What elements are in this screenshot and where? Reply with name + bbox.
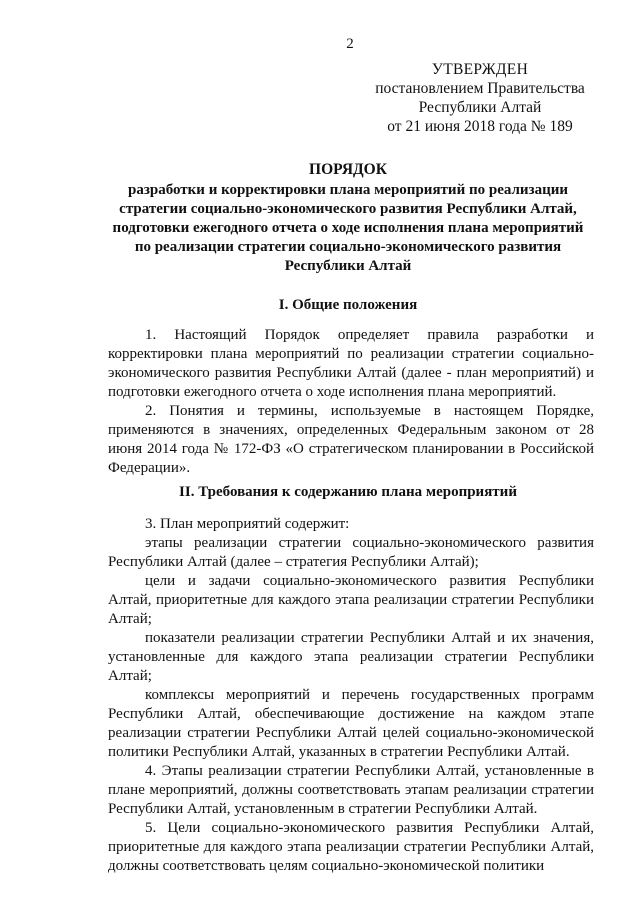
paragraph: 5. Цели социально-экономического развития Республики Алтай, приоритетные для каждого этапа реализации стратегии Республики Алтай, должны соответствовать целям социально-экономической политики [108,820,594,874]
title-line: по реализации стратегии социально-экономического развития [134,239,562,255]
section-heading-requirements: II. Требования к содержанию плана мероприятий [179,484,517,500]
title-line: Республики Алтай [284,258,412,274]
paragraph: цели и задачи социально-экономического развития Республики Алтай, приоритетные для каждого этапа реализации стратегии Республики Алтай; [108,573,594,627]
paragraph: 4. Этапы реализации стратегии Республики Алтай, установленные в плане мероприятий, должны соответствовать этапам реализации стратегии Республики Алтай, установленным в стратегии Республики Алтай. [108,763,594,817]
paragraph: комплексы мероприятий и перечень государственных программ Республики Алтай, обеспечивающие достижение на каждом этапе реализации стратегии Республики Алтай целей социально-экономической политики Республики Алтай, указанных в стратегии Республики Алтай. [108,687,594,760]
section-general-body [108,326,594,478]
title-line: разработки и корректировки плана мероприятий по реализации [127,182,568,198]
title-line: подготовки ежегодного отчета о ходе исполнения плана мероприятий [112,220,584,236]
section-heading-general: I. Общие положения [278,297,418,313]
page-number: 2 [346,36,354,52]
approval-line-decree: постановлением Правительства [375,80,585,97]
document-title [108,160,588,276]
approval-stamp [370,60,590,136]
section-requirements-body [108,515,594,876]
paragraph: 2. Понятия и термины, используемые в настоящем Порядке, применяются в значениях, определенных Федеральным законом от 28 июня 2014 года № 172-ФЗ «О стратегическом планировании в Российской Федерации». [108,403,594,476]
paragraph: этапы реализации стратегии социально-экономического развития Республики Алтай (далее – стратегия Республики Алтай); [108,535,594,570]
paragraph: показатели реализации стратегии Республики Алтай и их значения, установленные для каждого этапа реализации стратегии Республики Алтай; [108,630,594,684]
approval-line-republic: Республики Алтай [418,99,542,116]
approval-title: УТВЕРЖДЕН [431,61,529,78]
paragraph: 1. Настоящий Порядок определяет правила разработки и корректировки плана мероприятий по реализации стратегии социально-экономического развития Республики Алтай (далее - план мероприятий) и подготовки ежегодного отчета о ходе исполнения плана мероприятий. [108,327,594,400]
title-line: стратегии социально-экономического развития Республики Алтай, [119,201,577,217]
paragraph: 3. План мероприятий содержит: [145,516,350,532]
title-main: ПОРЯДОК [309,161,387,178]
approval-line-date: от 21 июня 2018 года № 189 [387,118,573,135]
